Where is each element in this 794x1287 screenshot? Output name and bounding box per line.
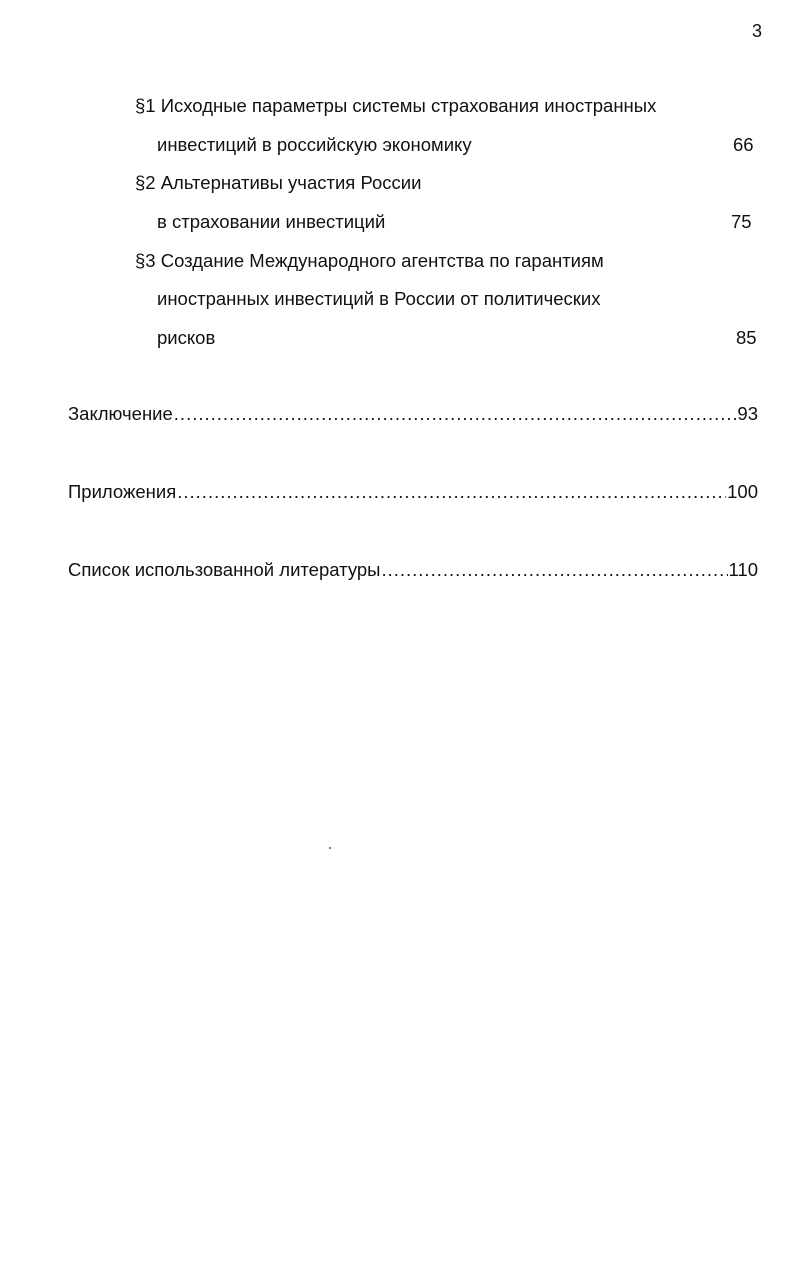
toc-section-1-line-2: инвестиций в российскую экономику [157, 134, 472, 155]
toc-entry-page: 100 [727, 481, 758, 502]
dot-leader [177, 481, 726, 503]
toc-section-2-line-1: §2 Альтернативы участия России [135, 172, 422, 193]
toc-entry-label: Приложения [68, 481, 177, 502]
toc-section-1-line-1: §1 Исходные параметры системы страхования иностранных [135, 95, 657, 116]
toc-section-3-line-3: рисков [157, 327, 216, 348]
toc-entry-appendices [68, 481, 758, 503]
toc-section-2-page: 75 [731, 211, 752, 232]
toc-section-3-page: 85 [736, 327, 757, 348]
toc-section-3-line-1: §3 Создание Международного агентства по гарантиям [135, 250, 604, 271]
dot-leader [381, 559, 727, 581]
toc-entry-bibliography [68, 559, 758, 581]
toc-entry-label: Список использованной литературы [68, 559, 381, 580]
toc-section-2-line-2: в страховании инвестиций [157, 211, 386, 232]
toc-entry-page: 93 [737, 403, 758, 424]
toc-section-3-line-2: иностранных инвестиций в России от политических [157, 288, 601, 309]
toc-section-1-page: 66 [733, 134, 754, 155]
scan-speck [329, 847, 331, 849]
toc-entry-conclusion [68, 403, 758, 425]
toc-entry-page: 110 [728, 559, 758, 580]
toc-entry-label: Заключение [68, 403, 173, 424]
page-number: 3 [751, 21, 762, 41]
dot-leader [174, 403, 737, 425]
